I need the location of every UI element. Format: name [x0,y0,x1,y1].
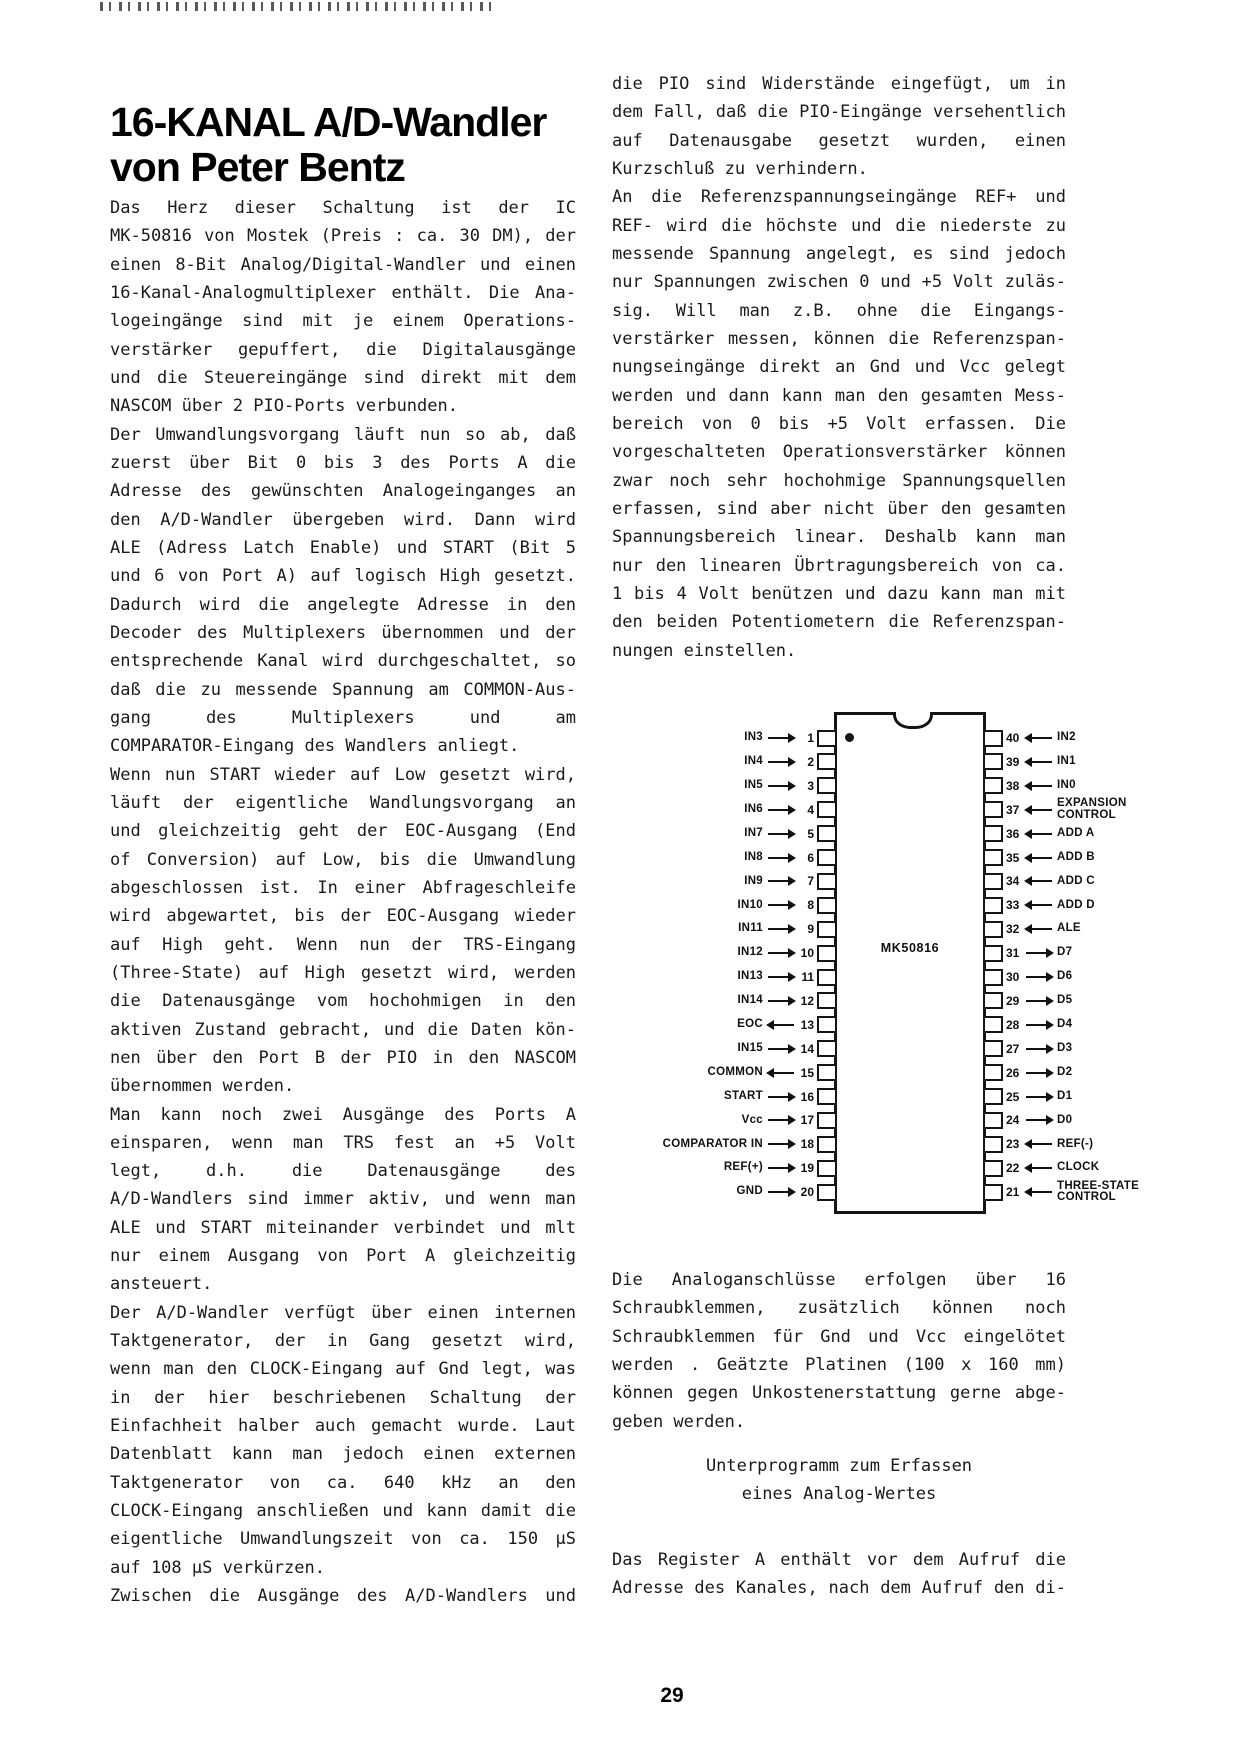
text-line: in der hier beschriebenen Schaltung der [110,1387,576,1408]
pin-arrow-icon [1026,857,1052,859]
pin-arrow-icon [1026,880,1052,882]
text-line: daß die zu messende Spannung am COMMON-Aus- [110,679,576,700]
pin-number: 5 [807,826,814,841]
pin-label: IN3 [744,731,763,744]
article-title-line1: 16-KANAL A/D-Wandler [110,99,547,145]
pin-20 [737,1181,837,1203]
pin-2 [744,751,837,773]
pin-arrow-icon [1026,1096,1052,1098]
right-text-column-top [612,70,1066,665]
pin-12 [738,990,838,1012]
pin-pad [983,945,1003,962]
text-line: Schraubklemmen, zusätzlich können noch [612,1298,1066,1319]
text-line: Wenn nun START wieder auf Low gesetzt wird, [110,764,576,785]
text-line: nur einem Ausgang von Port A gleichzeitig [110,1246,576,1267]
pin-label: GND [736,1185,763,1198]
subprogram-heading [612,1452,1066,1509]
pin-25 [983,1086,1072,1108]
pin-pad [817,1088,837,1105]
pin-number: 14 [800,1041,814,1056]
pin-pad [817,1040,837,1057]
text-line: Datenblatt kann man jedoch einen externen [110,1444,576,1465]
article-title-line2: von Peter Bentz [110,144,405,190]
text-line: ansteuert. [110,1274,213,1295]
text-line: Adresse des Kanales, nach dem Aufruf den di- [612,1578,1066,1599]
pin-21 [983,1181,1169,1203]
text-line: sig. Will man z.B. ohne die Eingangs- [612,300,1066,321]
pin-label: IN13 [737,970,763,983]
pin-pad [983,801,1003,818]
text-line: Dadurch wird die angelegte Adresse in den [110,594,576,615]
text-line: legt, d.h. die Datenausgänge des [110,1161,576,1182]
chip-label: MK50816 [880,941,940,955]
text-line: werden . Geätzte Platinen (100 x 160 mm) [612,1354,1066,1375]
pin-arrow-icon [1026,1000,1052,1002]
text-line: Spannungsbereich linear. Deshalb kann man [612,527,1066,548]
pin-pad [817,992,837,1009]
text-line: und gleichzeitig geht der EOC-Ausgang (End [110,821,576,842]
pin-37 [983,799,1169,821]
pin-label: D5 [1057,994,1073,1007]
pin-arrow-icon [1026,1191,1052,1193]
pin-9 [738,918,837,940]
text-line: Der Umwandlungsvorgang läuft nun so ab, daß [110,424,576,445]
text-line: CLOCK-Eingang anschließen und kann damit die [110,1501,576,1522]
pin-arrow-icon [1026,904,1052,906]
pin-pad [817,897,837,914]
text-line: gang des Multiplexers und am [110,707,576,728]
pin-arrow-icon [768,737,794,739]
text-line: (Three-State) auf High gesetzt wird, werden [110,962,576,983]
pin-pad [817,825,837,842]
pin-arrow-icon [768,1167,794,1169]
chip-body [834,712,986,1214]
text-line: of Conversion) auf Low, bis die Umwandlung [110,849,576,870]
pin-36 [983,823,1095,845]
text-line: Das Register A enthält vor dem Aufruf die [612,1550,1066,1570]
text-line: ALE (Adress Latch Enable) und START (Bit 5 [110,537,576,558]
pin-label: D1 [1057,1089,1073,1102]
pin-label: THREE-STATE CONTROL [1057,1179,1140,1204]
pin-pad [983,921,1003,938]
pin-pad [983,1088,1003,1105]
text-line: A/D-Wandlers sind immer aktiv, und wenn man [110,1189,576,1210]
pin-pad [983,873,1003,890]
pin-arrow-icon [1026,976,1052,978]
pin-31 [983,942,1072,964]
pin-number: 37 [1006,802,1020,817]
pin-4 [744,799,837,821]
text-line: wird abgewartet, bis der EOC-Ausgang wieder [110,906,576,927]
text-line: Adresse des gewünschten Analogeinganges an [110,481,576,502]
pin-label: REF(+) [723,1161,763,1174]
text-line: können gegen Unkostenerstattung gerne abge- [612,1383,1066,1404]
pin-label: REF(-) [1057,1137,1094,1150]
pin-pad [817,945,837,962]
pin-label: START [724,1089,763,1102]
pin-pad [983,1064,1003,1081]
text-line: nungseingänge direkt an Gnd und Vcc gelegt [612,357,1066,378]
pin-23 [983,1133,1093,1155]
text-line: Decoder des Multiplexers übernommen und der [110,622,576,643]
pin-pad [983,969,1003,986]
pin-pad [983,1016,1003,1033]
pin-1 [744,727,837,749]
right-text-column-final [612,1546,1066,1603]
pin-arrow-icon [1026,785,1052,787]
pin-40 [983,727,1076,749]
pin-39 [983,751,1076,773]
text-line: einsparen, wenn man TRS fest an +5 Volt [110,1132,576,1153]
text-line: verstärker gepuffert, die Digitalausgänge [110,339,576,360]
pin-label: COMPARATOR IN [662,1137,763,1150]
pin-number: 39 [1006,754,1020,769]
pin-number: 15 [800,1065,814,1080]
pin-pad [983,730,1003,747]
pin-number: 40 [1006,731,1020,745]
pin-number: 21 [1006,1185,1020,1200]
pin-number: 25 [1006,1089,1020,1104]
pin-label: IN6 [744,802,763,815]
pin-label: IN5 [744,779,763,792]
pin-pad [983,1136,1003,1153]
scan-artifact-strip [100,2,492,11]
text-line: REF- wird die höchste und die niederste zu [612,215,1066,236]
text-line: zwar noch sehr hochohmige Spannungsquellen [612,470,1066,491]
text-line: nur den linearen Übrtragungsbereich von ca. [612,555,1066,576]
pin-pad [983,849,1003,866]
text-line: Taktgenerator von ca. 640 kHz an den [110,1472,576,1493]
pin-pad [983,1040,1003,1057]
pin-pad [817,801,837,818]
text-line: Der A/D-Wandler verfügt über einen internen [110,1302,576,1323]
pin-number: 19 [800,1161,814,1176]
text-line: geben werden. [612,1411,746,1432]
pin-number: 38 [1006,778,1020,793]
right-pin-list [983,727,1240,1207]
pin-arrow-icon [768,833,794,835]
text-line: und die Steuereingänge sind direkt mit dem [110,367,576,388]
pin-pad [817,969,837,986]
pin-pad [817,849,837,866]
text-line: dem Fall, daß die PIO-Eingänge versehentlich [612,102,1066,123]
pin-label: D7 [1057,946,1073,959]
pin-label: IN15 [737,1041,763,1054]
pin-number: 24 [1006,1113,1020,1128]
pin-number: 33 [1006,898,1020,913]
pin-arrow-icon [768,1072,794,1074]
pin-pad [817,1112,837,1129]
text-line: werden und dann kann man den gesamten Mess- [612,385,1066,406]
pin-3 [744,775,837,797]
page-number: 29 [660,1684,684,1707]
pin-22 [983,1157,1099,1179]
pin-label: ADD C [1057,874,1095,887]
text-line: Kurzschluß zu verhindern. [612,158,868,179]
text-line: verstärker messen, können die Referenzspan- [612,328,1066,349]
pin-number: 29 [1006,993,1020,1008]
pin-label: EOC [737,1018,763,1031]
text-line: Taktgenerator, der in Gang gesetzt wird, [110,1331,576,1352]
pin-arrow-icon [1026,737,1052,739]
pin-label: D6 [1057,970,1073,983]
pin-arrow-icon [768,1143,794,1145]
pin-28 [983,1014,1072,1036]
pin-pad [817,921,837,938]
pin-7 [744,870,837,892]
pin-pad [983,753,1003,770]
text-line: eigentliche Umwandlungszeit von ca. 150 µS [110,1529,576,1550]
pin-number: 17 [800,1113,814,1128]
pin-number: 11 [801,970,814,984]
pin-arrow-icon [1026,1143,1052,1145]
pin-pad [983,777,1003,794]
text-line: die PIO sind Widerstände eingefügt, um in [612,74,1066,94]
pin-number: 30 [1006,970,1020,984]
pin-number: 8 [807,898,814,913]
pin-label: ADD D [1057,898,1095,911]
pin-number: 32 [1006,922,1020,937]
pin-label: ADD A [1057,826,1095,839]
pin-6 [744,847,837,869]
pin-15 [708,1062,837,1084]
text-line: messende Spannung angelegt, es sind jedoch [612,243,1066,264]
pin-arrow-icon [768,928,794,930]
text-line: COMPARATOR-Eingang des Wandlers anliegt. [110,736,520,757]
pin-arrow-icon [1026,1048,1052,1050]
pin-arrow-icon [768,976,794,978]
pin-label: IN2 [1057,731,1076,744]
text-line: zuerst über Bit 0 bis 3 des Ports A die [110,452,576,473]
pin-arrow-icon [768,809,794,811]
text-line: Schraubklemmen für Gnd und Vcc eingelötet [612,1326,1066,1347]
text-line: übernommen werden. [110,1076,295,1097]
text-line: 1 bis 4 Volt benützen und dazu kann man mit [612,583,1066,604]
pin-label: IN7 [744,826,763,839]
text-line: den A/D-Wandler übergeben wird. Dann wird [110,509,576,530]
pin-18 [663,1133,837,1155]
article-title [110,100,546,190]
pin-pad [817,777,837,794]
pin-pad [983,1112,1003,1129]
pin-label: ADD B [1057,850,1095,863]
pin-14 [738,1038,838,1060]
pin-number: 2 [807,754,814,769]
text-line: wenn man den CLOCK-Eingang auf Gnd legt, was [110,1359,576,1380]
pin-pad [817,1064,837,1081]
text-line: Man kann noch zwei Ausgänge des Ports A [110,1104,576,1125]
pin-32 [983,918,1081,940]
pin-pad [817,753,837,770]
text-line: auf 108 µS verkürzen. [110,1557,325,1578]
pin-pad [983,992,1003,1009]
subprogram-heading-line2: eines Analog-Wertes [741,1484,937,1505]
pin-38 [983,775,1076,797]
subprogram-heading-line1: Unterprogramm zum Erfassen [705,1456,973,1476]
pin-number: 4 [807,802,814,817]
pin-number: 23 [1006,1137,1020,1152]
pin-number: 22 [1006,1161,1020,1176]
pin-arrow-icon [1026,1167,1052,1169]
pin-27 [983,1038,1072,1060]
pin-label: D2 [1057,1065,1073,1078]
pin-label: D0 [1057,1113,1073,1126]
pin-arrow-icon [1026,833,1052,835]
pin-pad [817,1160,837,1177]
pin-label: IN0 [1057,779,1076,792]
pin-26 [983,1062,1072,1084]
pin-number: 16 [800,1089,814,1104]
pin-arrow-icon [768,880,794,882]
pin-arrow-icon [768,857,794,859]
pin-number: 35 [1006,850,1020,865]
pin-arrow-icon [1026,809,1052,811]
pin-label: IN12 [737,946,763,959]
text-line: nen über den Port B der PIO in den NASCOM [110,1047,576,1068]
pin-label: D4 [1057,1018,1073,1031]
left-text-column [110,194,576,1610]
pin-arrow-icon [768,761,794,763]
pin-number: 7 [807,874,814,889]
pin-number: 3 [807,778,814,793]
text-line: bereich von 0 bis +5 Volt erfassen. Die [612,413,1066,434]
pin-pad [817,873,837,890]
pin-34 [983,870,1095,892]
text-line: und 6 von Port A) auf logisch High gesetzt. [110,566,576,587]
pin-arrow-icon [768,1048,794,1050]
pin-label: CLOCK [1057,1161,1100,1174]
pin1-indicator-dot [845,733,854,742]
pin-number: 9 [807,922,814,937]
pin-label: EXPANSION CONTROL [1057,797,1127,821]
text-line: MK-50816 von Mostek (Preis : ca. 30 DM), der [110,226,576,247]
pin-label: IN9 [744,874,763,887]
text-line: Die Analoganschlüsse erfolgen über 16 [612,1270,1066,1290]
pin-label: IN4 [744,755,763,768]
pin-24 [983,1109,1072,1131]
text-line: Einfachheit halber auch gemacht wurde. Laut [110,1416,576,1437]
pin-arrow-icon [768,1096,794,1098]
text-line: entsprechende Kanal wird durchgeschaltet, so [110,651,576,672]
text-line: läuft der eigentliche Wandlungsvorgang an [110,792,576,813]
text-line: nur Spannungen zwischen 0 und +5 Volt zuläs- [612,272,1066,293]
text-line: ALE und START miteinander verbindet und mlt [110,1217,576,1238]
pin-arrow-icon [1026,952,1052,954]
pin-arrow-icon [768,1024,794,1026]
text-line: den beiden Potentiometern die Referenzspan- [612,612,1066,633]
pin-16 [724,1086,837,1108]
pin-arrow-icon [768,1191,794,1193]
pin-label: IN10 [737,898,763,911]
pin-arrow-icon [1026,1119,1052,1121]
pin-number: 28 [1006,1017,1020,1032]
pin-number: 13 [800,1017,814,1032]
pin-10 [738,942,838,964]
pin-arrow-icon [768,952,794,954]
pin-number: 31 [1006,946,1020,961]
pin-number: 20 [800,1185,814,1200]
text-line: aktiven Zustand gebracht, und die Daten kön- [110,1019,576,1040]
pin-arrow-icon [768,1119,794,1121]
pin-pad [817,1016,837,1033]
pin-label: IN1 [1057,755,1076,768]
pin-arrow-icon [1026,928,1052,930]
pin-pad [817,730,837,747]
pin-number: 27 [1006,1041,1020,1056]
pin-arrow-icon [768,785,794,787]
pin-label: IN11 [738,922,763,935]
pin-number: 1 [807,731,814,745]
left-pin-list [596,727,837,1207]
pin-arrow-icon [768,904,794,906]
pin-13 [737,1014,837,1036]
right-text-column-bottom [612,1266,1066,1436]
pin-label: ALE [1057,922,1081,935]
pin-33 [983,894,1095,916]
pin-number: 26 [1006,1065,1020,1080]
text-line: 16-Kanal-Analogmultiplexer enthält. Die Ana- [110,282,576,303]
pin-arrow-icon [768,1000,794,1002]
pin-number: 6 [807,850,814,865]
text-line: auf High geht. Wenn nun der TRS-Eingang [110,934,576,955]
pin-number: 18 [800,1137,814,1152]
pin-pad [817,1184,837,1201]
pin-arrow-icon [1026,1024,1052,1026]
pin-number: 12 [800,993,814,1008]
text-line: Zwischen die Ausgänge des A/D-Wandlers und [110,1586,576,1607]
pin-label: COMMON [707,1065,763,1078]
text-line: Das Herz dieser Schaltung ist der IC [110,198,576,218]
pin-pad [983,1184,1003,1201]
pin-label: D3 [1057,1041,1073,1054]
pin-17 [742,1109,837,1131]
text-line: abgeschlossen ist. In einer Abfrageschleife [110,877,576,898]
pin-pad [983,897,1003,914]
pin-35 [983,847,1095,869]
pin-number: 36 [1006,826,1020,841]
pin-pad [983,1160,1003,1177]
text-line: vorgeschalteten Operationsverstärker können [612,442,1066,463]
pin-number: 10 [800,946,814,961]
pin-8 [738,894,838,916]
text-line: An die Referenzspannungseingänge REF+ und [612,187,1066,208]
text-line: NASCOM über 2 PIO-Ports verbunden. [110,396,458,417]
pin-number: 34 [1006,874,1020,889]
pin-11 [738,966,838,988]
text-line: logeingänge sind mit je einem Operations- [110,311,576,332]
pin-19 [724,1157,837,1179]
pin-label: Vcc [741,1113,763,1126]
pin-pad [817,1136,837,1153]
pin-arrow-icon [1026,1072,1052,1074]
pin-5 [744,823,837,845]
pin-label: IN8 [744,850,763,863]
pin-arrow-icon [1026,761,1052,763]
text-line: einen 8-Bit Analog/Digital-Wandler und einen [110,254,576,275]
pin-29 [983,990,1072,1012]
text-line: erfassen, sind aber nicht über den gesamten [612,498,1066,519]
text-line: die Datenausgänge vom hochohmigen in den [110,991,576,1012]
pin-pad [983,825,1003,842]
text-line: nungen einstellen. [612,640,797,661]
pin-label: IN14 [737,994,763,1007]
pin-30 [983,966,1072,988]
text-line: auf Datenausgabe gesetzt wurden, einen [612,130,1066,151]
